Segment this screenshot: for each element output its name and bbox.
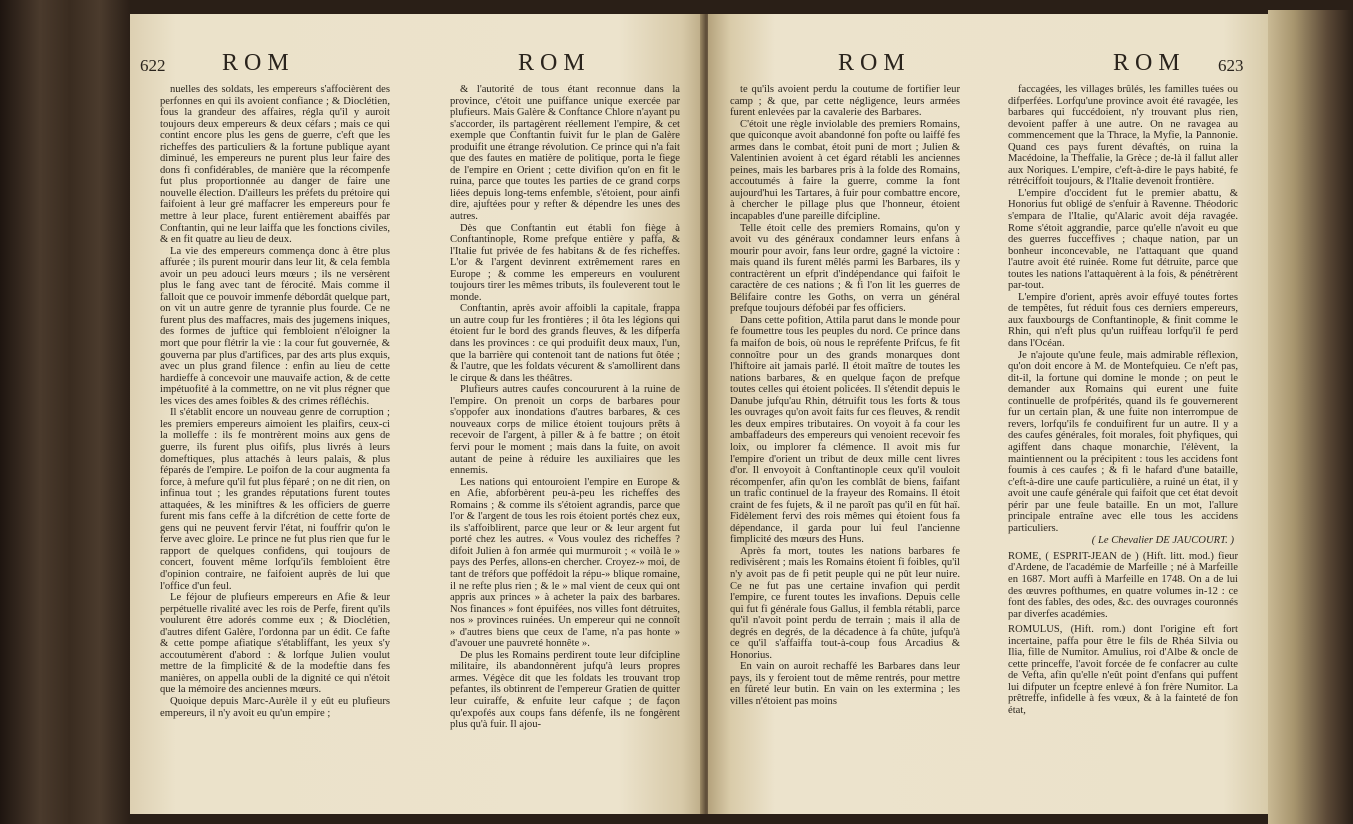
running-head-right: ROM [838,50,911,76]
paragraph: te qu'ils avoient perdu la coutume de fortifier leur camp ; & que, par cette négligence, leurs armées furent enlevées par la cavalerie des Barbares. [730,84,960,119]
paragraph: Telle étoit celle des premiers Romains, qu'on y avoit vu des généraux condamner leurs enfans à mourir pour avoir, fans leur ordre, gagné la victoire : mais quand ils furent mêlés parmi les Barbares, ils y contractèrent un efprit d'indépendance qui faifoit le caractère de ces nations ; & fi l'on lit les guerres de Bélifaire contre les Goths, on verra un général prefque toujours défobéi par fes officiers. [730,222,960,315]
paragraph: & l'autorité de tous étant reconnue dans la province, c'étoit une puiffance unique exercée par plufieurs. Mais Galère & Conftance Chlore n'ayant pu s'accorder, ils partagèrent réellement l'empire, & cet exemple que Conftantin fuivit fur le plan de Galère produifit une étrange révolution. Ce prince qui n'a fait que des fautes en matière de politique, porta le fiege de l'empire en Orient ; cette divifion qu'on en fit le ruina, parce que toutes les parties de ce grand corps liées depuis long-tems enfemble, s'étoient, pour ainfi dire, ajuftées pour y refter & dépendre les unes des autres. [450,84,680,223]
paragraph: Dans cette pofition, Attila parut dans le monde pour fe foumettre tous les peuples du nord. Ce prince dans fa maifon de bois, où nous le repréfente Prifcus, fe fit connoître pour un des grands monarques dont l'hiftoire ait jamais parlé. Il étoit maître de toutes les nations barbares, & en quelque façon de prefque toutes celles qui étoient policées. Il s'étendit depuis le Danube jufqu'au Rhin, détruifit tous les forts & tous les ouvrages qu'on avoit faits fur ces fleuves, & rendit les deux empires tributaires. On voyoit à fa cour les ambaffadeurs des empereurs qui venoient recevoir fes loix, ou implorer fa clémence. Il avoit mis fur l'empire d'orient un tribut de deux mille cent livres d'or. Il envoyoit à Conftantinople ceux qu'il vouloit récompenfer, afin qu'on les comblât de biens, faifant un trafic continuel de la frayeur des Romains. Il étoit craint de fes fujets, & il ne paroît pas qu'il en fût haï. Fidèlement fervi des rois mêmes qui étoient fous fa dépendance, il garda pour lui feul l'ancienne fimplicité des mœurs des Huns. [730,314,960,546]
paragraph: C'étoit une règle inviolable des premiers Romains, que quiconque avoit abandonné fon pofte ou laiffé fes armes dans le combat, étoit puni de mort ; Julien & Valentinien avoient à cet égard rétabli les anciennes peines, mais les barbares pris à la folde des Romains, accoutumés à faire la guerre, comme la font aujourd'hui les Tartares, à fuir pour combattre encore, à chercher le pillage plus que l'honneur, étoient incapables d'une pareille difcipline. [730,118,960,223]
right-page-column-2 [1008,84,1238,796]
paragraph: La vie des empereurs commença donc à être plus affurée ; ils purent mourir dans leur lit, & cela fembla avoir un peu adouci leurs mœurs ; ils ne versèrent plus le fang avec tant de férocité. Mais comme il falloit que ce pouvoir immenfe débordât quelque part, on vit un autre genre de tyrannie plus fourde. Ce ne furent plus des maffacres, mais des jugemens iniques, des formes de juftice qui fembloient n'éloigner la mort que pour flétrir la vie : la cour fut gouvernée, & gouverna par plus d'artifices, par des arts plus exquis, avec un plus grand filence : enfin au lieu de cette hardieffe à concevoir une mauvaife action, & de cette impétuofité à la commettre, on ne vit plus régner que les vices des ames foibles & des crimes réfléchis. [160,245,390,407]
right-page-column-1 [730,84,960,796]
paragraph: faccagées, les villages brûlés, les familles tuées ou difperfées. Lorfqu'une province avoit été ravagée, les barbares qui fuccédoient, n'y trouvant plus rien, devoient paffer à une autre. On ne ravagea au commencement que la Thrace, la Myfie, la Pannonie. Quand ces pays furent dévaftés, on ruina la Macédoine, la Theffalie, la Grèce ; de-là il fallut aller aux Noriques. L'empire, c'eft-à-dire le pays habité, fe rétréciffoit toujours, & l'Italie devenoit frontière. [1008,84,1238,188]
paragraph: Je n'ajoute qu'une feule, mais admirable réflexion, qu'on doit encore à M. de Montefquieu. Ce n'eft pas, dit-il, la fortune qui domine le monde ; on peut le demander aux Romains qui eurent une fuite continuelle de profpérités, quand ils fe gouvernerent fur un certain plan, & une fuite non interrompue de revers, lorfqu'ils fe conduifirent fur un autre. Il y a des caufes générales, foit morales, foit phyfiques, qui agiffent dans chaque monarchie, l'élèvent, la maintiennent ou la précipitent : tous les accidens font foumis à ces caufes ; & fi le hafard d'une bataille, c'eft-à-dire une caufe particulière, a ruiné un état, il y avoit une caufe générale qui faifoit que cet état devoit périr par une feule bataille. En un mot, l'allure principale entraîne avec elle tous les accidens particuliers. [1008,349,1238,534]
paragraph: Le féjour de plufieurs empereurs en Afie & leur perpétuelle rivalité avec les rois de Perfe, firent qu'ils voulurent être adorés comme eux ; & Dioclétien, d'autres difent Galère, l'ordonna par un édit. Ce fafte & cette pompe afiatique s'établiffant, les yeux s'y accoutumèrent d'abord : & lorfque Julien voulut mettre de la fimplicité & de la modeftie dans fes manières, on appella oubli de la dignité ce qui n'étoit que la mémoire des anciennes mœurs. [160,592,390,696]
paragraph: Dès que Conftantin eut établi fon fiège à Conftantinople, Rome prefque entière y paffa, & l'Italie fut privée de fes habitans & de fes richeffes. L'or & l'argent devinrent extrêmement rares en Europe ; & comme les empereurs en voulurent toujours tirer les mêmes tributs, ils fouleverent tout le monde. [450,222,680,303]
page-number-left: 622 [140,56,166,75]
right-page-header [708,50,1268,84]
paragraph: Conftantin, après avoir affoibli la capitale, frappa un autre coup fur les frontières ; il ôta les légions qui étoient fur le bord des grands fleuves, & les difperfa dans les provinces : ce qui produifit deux maux, l'un, que la barrière qui contenoit tant de nations fut ôtée ; & l'autre, que les foldats vécurent & s'amollirent dans le cirque & dans les théâtres. [450,303,680,384]
left-page-column-1 [160,84,390,796]
right-page [708,14,1268,814]
running-head-right-2: ROM [1113,50,1186,76]
paragraph: L'empire d'occident fut le premier abattu, & Honorius fut obligé de s'enfuir à Ravenne. Théodoric s'empara de l'Italie, qu'Alaric avoit déja ravagée. Rome s'étoit aggrandie, parce qu'elle n'avoit eu que des guerres fucceffives ; chaque nation, par un bonheur inconcevable, ne l'attaquant que quand l'autre avoit été ruinée. Rome fut détruite, parce que toutes les nations l'attaquèrent à la fois, & pénétrèrent par-tout. [1008,187,1238,292]
paragraph: nuelles des soldats, les empereurs s'affocièrent des perfonnes en qui ils avoient confiance ; & Dioclétien, fous la grandeur des affaires, régla qu'il y auroit toujours deux empereurs & deux céfars ; mais ce qui contint encore plus les gens de guerre, c'eft que les richeffes des particuliers & la fortune publique ayant diminué, les empereurs ne purent plus leur faire des dons fi confidérables, de manière que la récompenfe fut plus proportionnée au danger de faire une nouvelle élection. D'ailleurs les préfets du prétoire qui faifoient à leur gré maffacrer les empereurs pour fe mettre à leur place, furent entièrement abaiffés par Conftantin, qui ne leur laiffa que les fonctions civiles, & en fit quatre au lieu de deux. [160,84,390,246]
paragraph: L'empire d'orient, après avoir effuyé toutes fortes de tempêtes, fut réduit fous ces derniers empereurs, aux fauxbourgs de Conftantinople, & finit comme le Rhin, qui n'eft plus qu'un ruiffeau lorfqu'il fe perd dans l'Océan. [1008,291,1238,350]
left-page-column-2 [450,84,680,796]
paragraph: Plufieurs autres caufes concoururent à la ruine de l'empire. On prenoit un corps de barbares pour s'oppofer aux inondations d'autres barbares, & ces nouveaux corps de milice étoient toujours prêts à recevoir de l'argent, à piller & à fe battre ; on étoit fervi pour le moment ; mais dans la fuite, on avoit autant de peine à réduire les auxiliaires que les ennemis. [450,384,680,477]
paragraph: De plus les Romains perdirent toute leur difcipline militaire, ils abandonnèrent jufqu'à leurs propres armes. Végèce dit que les foldats les trouvant trop pefantes, ils obtinrent de l'empereur Gratien de quitter leur cuiraffe, & enfuite leur cafque ; de façon qu'expofés aux coups fans défenfe, ils ne fongèrent plus qu'à fuir. Il ajou- [450,649,680,731]
page-edges [1268,10,1353,824]
paragraph: Quoique depuis Marc-Aurèle il y eût eu plufieurs empereurs, il n'y avoit eu qu'un empire ; [160,695,390,719]
running-head-left: ROM [222,50,295,76]
left-page [130,14,705,814]
dictionary-entry: ROMULUS, (Hift. rom.) dont l'origine eft fort incertaine, paffa pour être le fils de Rhéa Silvia ou Ilia, fille de Numitor. Amulius, roi d'Albe & oncle de cette princeffe, l'avoit forcée de fe confacrer au culte de Vefta, afin qu'elle n'eût point d'enfans qui puffent lui difputer un fceptre enlevé à fon frère Numitor. La prêtreffe, infidelle à fes vœux, & à la fainteté de fon état, [1008,624,1238,716]
paragraph: Il s'établit encore un nouveau genre de corruption ; les premiers empereurs aimoient les plaifirs, ceux-ci la molleffe : ils fe montrèrent moins aux gens de guerre, ils furent plus oififs, plus livrés à leurs domeftiques, plus attachés à leurs palais, & plus féparés de l'empire. Le poifon de la cour augmenta fa force, à mefure qu'il fut plus féparé ; on ne dit rien, on infinua tout ; les grandes réputations furent toutes attaquées, & les miniftres & les officiers de guerre furent mis fans ceffe à la difcrétion de cette forte de gens qui ne peuvent fervir l'état, ni fouffrir qu'on le ferve avec gloire. Le prince ne fut plus rien que fur le rapport de quelques confidens, qui toujours de concert, fouvent même lorfqu'ils fembloient être d'opinion contraire, ne faifoient auprès de lui que l'office d'un feul. [160,407,390,592]
paragraph: Après fa mort, toutes les nations barbares fe redivisèrent ; mais les Romains étoient fi foibles, qu'il n'y avoit pas de fi petit peuple qui ne pût leur nuire. Ce ne fut pas une certaine invafion qui perdit l'empire, ce furent toutes les invafions. Depuis celle qui fut fi générale fous Gallus, il fembla rétabli, parce qu'il n'avoit point perdu de terrain ; mais il alla de degrés en degrés, de la décadence à fa chûte, jufqu'à ce qu'il s'affaiffa tout-à-coup fous Arcadius & Honorius. [730,545,960,661]
paragraph: En vain on auroit rechaffé les Barbares dans leur pays, ils y feroient tout de même rentrés, pour mettre en fûreté leur butin. En vain on les extermina ; les villes n'étoient pas moins [730,661,960,707]
page-number-right: 623 [1218,56,1244,75]
dictionary-entry: ROME, ( ESPRIT-JEAN de ) (Hift. litt. mod.) fieur d'Ardene, de l'académie de Marfeille ; né à Marfeille en 1687. Mort auffi à Marfeille en 1748. On a de lui des œuvres pofthumes, en quatre volumes in-12 : ce font des fables, des odes, &c. des ouvrages couronnés par diverfes académies. [1008,550,1238,620]
left-page-header [130,50,705,84]
paragraph: Les nations qui entouroient l'empire en Europe & en Afie, abforbèrent peu-à-peu les richeffes des Romains ; & comme ils s'étoient agrandis, parce que l'or & l'argent de tous les rois étoient portés chez eux, ils s'affoiblirent, parce que leur or & leur argent fut porté chez les autres. « Vous voulez des richeffes ? difoit Julien à fon armée qui murmuroit ; « voilà le » pays des Perfes, allons-en chercher. Croyez-» moi, de tant de tréfors que poffédoit la répu-» blique romaine, il ne refte plus rien ; & le » mal vient de ceux qui ont appris aux princes » à acheter la paix des barbares. Nos finances » font épuifées, nos villes font détruites, nos » provinces ruinées. Un empereur qui ne connoît » d'autres biens que ceux de l'ame, n'a pas honte » d'avouer une pauvreté honnête ». [450,476,680,650]
author-signature: ( Le Chevalier DE JAUCOURT. ) [1091,535,1234,547]
running-head-left-2: ROM [518,50,591,76]
